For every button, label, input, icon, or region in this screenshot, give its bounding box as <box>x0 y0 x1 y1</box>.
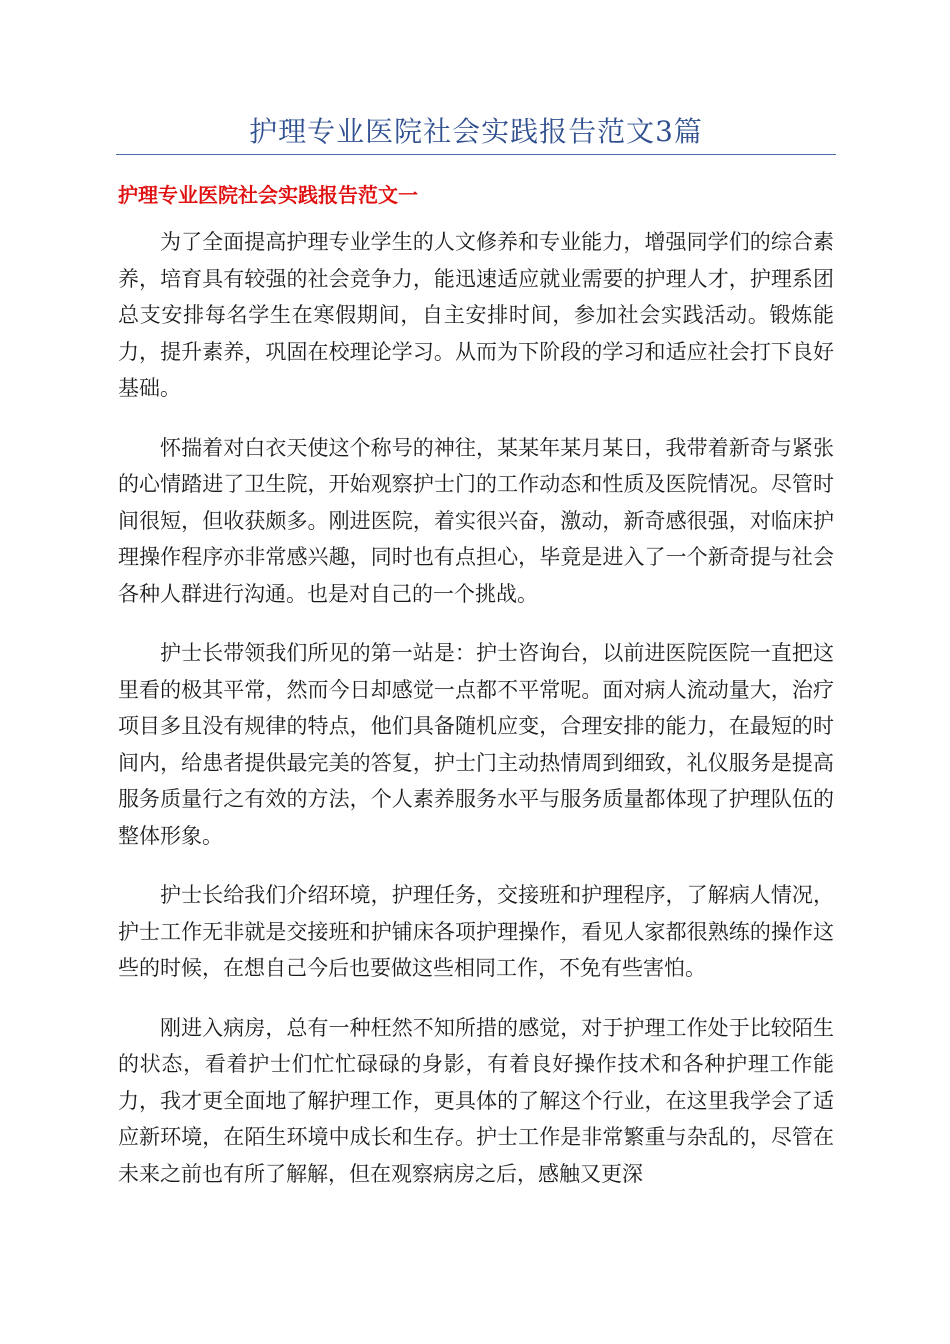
body-paragraph-2: 怀揣着对白衣天使这个称号的神往，某某年某月某日，我带着新奇与紧张的心情踏进了卫生院，开始观察护士门的工作动态和性质及医院情况。尽管时间很短，但收获颇多。刚进医院，着实很兴奋，激动，新奇感很强，对临床护理操作程序亦非常感兴趣，同时也有点担心，毕竟是进入了一个新奇提与社会各种人群进行沟通。也是对自己的一个挑战。 <box>118 435 834 606</box>
document-title: 护理专业医院社会实践报告范文3篇 <box>249 115 703 148</box>
body-paragraph-1: 为了全面提高护理专业学生的人文修养和专业能力，增强同学们的综合素养，培育具有较强的社会竞争力，能迅速适应就业需要的护理人才，护理系团总支安排每名学生在寒假期间，自主安排时间，参加社会实践活动。锻炼能力，提升素养，巩固在校理论学习。从而为下阶段的学习和适应社会打下良好基础。 <box>118 230 834 400</box>
section-heading: 护理专业医院社会实践报告范文一 <box>118 183 418 207</box>
body-paragraph-4: 护士长给我们介绍环境，护理任务，交接班和护理程序，了解病人情况，护士工作无非就是交接班和护铺床各项护理操作，看见人家都很熟练的操作这些的时候，在想自己今后也要做这些相同工作，不免有些害怕。 <box>118 883 834 980</box>
title-underline <box>116 154 836 155</box>
document-body <box>118 224 834 1215</box>
body-paragraph-3: 护士长带领我们所见的第一站是：护士咨询台，以前进医院医院一直把这里看的极其平常，然而今日却感觉一点都不平常呢。面对病人流动量大，治疗项目多且没有规律的特点，他们具备随机应变，合理安排的能力，在最短的时间内，给患者提供最完美的答复，护士门主动热情周到细致，礼仪服务是提高服务质量行之有效的方法，个人素养服务水平与服务质量都体现了护理队伍的整体形象。 <box>118 641 834 848</box>
body-paragraph-5: 刚进入病房，总有一种枉然不知所措的感觉，对于护理工作处于比较陌生的状态，看着护士们忙忙碌碌的身影，有着良好操作技术和各种护理工作能力，我才更全面地了解护理工作，更具体的了解这个行业，在这里我学会了适应新环境，在陌生环境中成长和生存。护士工作是非常繁重与杂乱的，尽管在未来之前也有所了解解，但在观察病房之后，感触又更深 <box>118 1015 834 1186</box>
